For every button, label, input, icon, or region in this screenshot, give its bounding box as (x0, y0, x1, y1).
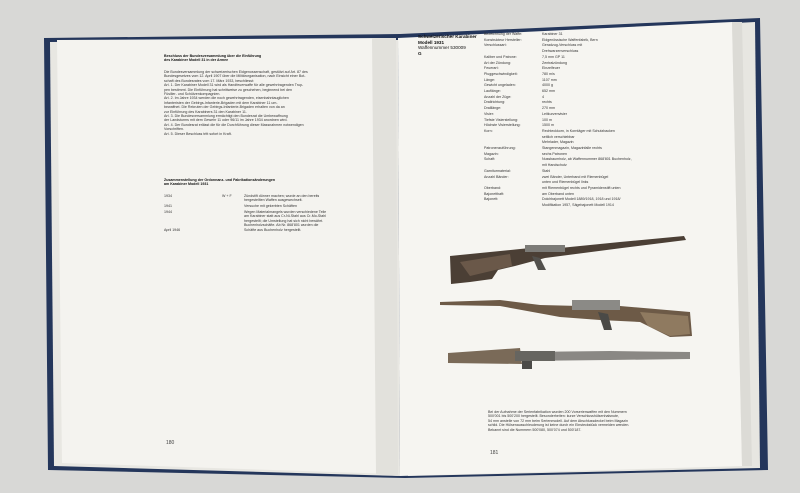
spec-value: 4 (542, 94, 544, 99)
spec-value: Zentralzündung (542, 60, 567, 65)
title-line: Waffennummer 530009 (418, 45, 466, 51)
table-text-line: hergestellt; die Umstellung hat sich nicht bewährt. (244, 218, 324, 223)
caption-line: Bekannt sind die Nummern 500'080, 500'074 und 500'187. (488, 427, 582, 432)
body-line: pen bestimmt. Die Einführung hat schrittweise zu geschehen, beginnend bei den (164, 87, 293, 92)
spec-label: Kaliber und Patrone: (484, 54, 517, 59)
table-row: April 1946 (164, 228, 181, 232)
spec-label: Tiefste Visierstellung: (484, 117, 518, 122)
table-text-line: am Karabiner statt aus Cr-Ni-Stahl aus Cr-Mo-Stahl (244, 214, 327, 219)
spec-value: am Oberband unten (542, 191, 574, 196)
body-line: Vorschriften. (164, 127, 184, 132)
spec-value: 780 m/s (542, 71, 555, 76)
body-line: Infanteristen der Gebirgs-Infanterie-Brigaden mit dem Karabiner 11 um- (164, 100, 278, 105)
spec-value: Leitkurvenvisier (542, 111, 567, 116)
spec-value: Modifikation 1957, Sägebajonett Modell 1914 (542, 203, 614, 208)
spec-value: Mehrlader, Magazin (542, 140, 574, 145)
table-row: 1944 (164, 210, 172, 214)
body-line: Füsilier- und Schützenkompagnien. (164, 92, 221, 97)
table-text-line: Zündstift dünner machen; wurde an den bereits (244, 194, 320, 198)
spec-label: Bezeichnung der Waffe: (484, 32, 523, 36)
spec-label: Anzahl der Züge: (484, 94, 512, 99)
body-line: Art. 5. Dieser Beschluss tritt sofort in Kraft. (164, 131, 232, 136)
spec-value: rechts (542, 100, 552, 105)
body-line: schaft des Bundesrates vom 17. März 1933, beschliesst: (164, 78, 255, 83)
spec-value: Stangenmagazin, Magazinfalle rechts (542, 146, 602, 151)
spec-value: Einzelfeuer (542, 66, 560, 71)
left-heading-line: Beschluss der Bundesversammlung über die Einführung (164, 54, 262, 58)
caption-line: 500'001 bis 500'200 hergestellt. Besonderheiten: kurze Verschlusshülsenhalsnute, (488, 414, 620, 419)
left-heading2-line: Zusammenstellung der Ordonnanz- und Fabrikationsänderungen (164, 178, 276, 182)
spec-label: Bajonett: (484, 197, 499, 202)
spec-label: Schaft: (484, 157, 496, 162)
spec-label: Höchste Visierstellung: (484, 123, 521, 128)
spec-value: Geradzug-Verschluss mit (542, 43, 583, 48)
left-heading-line: des Karabiner Modell 31 in der Armee (164, 58, 229, 63)
title-line: G (418, 50, 422, 56)
title-line: Modell 1931 (418, 39, 445, 45)
spec-value: Stahl (542, 168, 551, 173)
spec-value: sechs Patronen (542, 151, 567, 156)
body-line: zur Einführung des Karabiners 31 den Karabiner 11. (164, 109, 247, 114)
spec-label: Bajonetthaft: (484, 191, 505, 196)
table-text-line: Buchenholzschäfte. Ab Nr. 868'801 wurden die (244, 223, 319, 228)
spec-label: Länge: (484, 77, 495, 82)
spec-label: Art der Zündung: (484, 60, 511, 65)
spec-label: Lauflänge: (484, 89, 501, 94)
table-text-line: hergestellten Waffen ausgewechselt. (244, 198, 303, 203)
spec-label: Oberband: (484, 185, 501, 190)
spec-value: 100 m (542, 117, 552, 122)
spec-value: Karabiner 31 (542, 32, 563, 36)
caption (488, 410, 629, 432)
spec-value: mit Handschutz (542, 163, 567, 168)
table-row: 1934 (164, 194, 172, 198)
spec-label: Gewicht ungeladen: (484, 83, 516, 88)
caption-line: Bei der Aufnahme der Serienfabrikation wurden 200 Vorserienwaffen mit den Nummern (488, 410, 627, 414)
spec-label: Pluggeschwindigkeit: (484, 71, 518, 76)
spec-value: Rechteckkorn, in Korntäger mit Schutzbacken (542, 128, 615, 133)
spec-label: Magazin: (484, 151, 499, 156)
spec-label: Drallrichtung: (484, 100, 506, 105)
body-line: Art. 2. Im Jahre 1934 werden die noch gewehrtragenden, eisenbahntauglichen (164, 96, 289, 101)
spec-value: Drehwarzenverschluss (542, 49, 579, 54)
left-page-number: 180 (166, 440, 175, 446)
table-code: W + F (222, 194, 232, 198)
body-line: bewaffnet. Die Rekruten der Gebirgs-Infanterie-Brigaden erhalten von da an (164, 105, 285, 110)
spec-label: Dralllänge: (484, 106, 502, 111)
spec-value: unten und Riemenbügel links (542, 180, 589, 185)
body-line: Art. 1. Der Karabiner Modell 31 wird als Handfeuerwaffe für alle gewehrtragenden Trup- (164, 83, 304, 88)
spec-label: Konstrukteur Hersteller: (484, 37, 522, 42)
caption-line: schild. Die Hülsenausschleuderung ist keine durch ein Einsteckstück vermeiden wenden. (488, 423, 630, 428)
spec-value: seitlich verschiebbar (542, 134, 575, 139)
spec-value: Dolchbajonett Modell 1889/1918, 1918 und 1918/ (542, 197, 621, 202)
spec-value: zwei Bänder, Unterband mit Riemenbügel (542, 174, 609, 179)
table-row: 1941 (164, 204, 172, 208)
body-line: Die Bundesversammlung der schweizerischen Eidgenossenschaft, gestützt auf Art. 87 des (164, 70, 308, 74)
spec-label: Anzahl Bänder: (484, 174, 509, 179)
spec-value: 1107 mm (542, 77, 557, 82)
spec-label: Feuerart: (484, 66, 499, 71)
spec-value: Eidgenössische Waffenfabrik, Bern (542, 37, 598, 42)
spec-value: 7,5 mm GP 11 (542, 54, 565, 59)
body-line: Bundesgesetzes vom 12. April 1907 über die Militärorganisation, nach Einsicht einer Bot- (164, 74, 306, 79)
left-heading2-line: am Karabiner Modell 1931 (164, 182, 209, 187)
spec-label: Patronenzuführung: (484, 146, 516, 151)
table-text-line: Schäfte aus Buchenholz hergestellt. (244, 228, 302, 232)
body-line: Art. 4. Der Bundesrat erlässt die für die Durchführung dieser Massnahmen notwendigen (164, 122, 304, 127)
spec-value: Nussbaumholz, ab Waffennummer 868'801 Buchenholz, (542, 157, 632, 162)
spec-label: Korn: (484, 128, 493, 133)
spec-value: 652 mm (542, 89, 555, 94)
title-line: Schweizerischer Karabiner (418, 34, 477, 39)
body-line: der Landsturms mit dem Gewehr 11 oder 96/11 im Jahre 1934 anordnen wird. (164, 118, 288, 123)
caption-line: 54 mm anstelle von 72 mm beim Serienmodell. Auf dem Abschlussdeckel beim Magazin (488, 418, 629, 423)
table-text-line: Wegen Materialmangels wurden verschiedene Teile (244, 210, 327, 214)
spec-value: 1500 m (542, 123, 554, 128)
body-line: Art. 3. Die Bundesversammlung ermächtigt den Bundesrat die Umbewaffnung (164, 114, 288, 119)
right-page-number: 181 (490, 450, 499, 456)
spec-value: mit Riemenbügel rechts und Pyramidenstift unten (542, 185, 621, 190)
table-text-line: Versuche mit gekerbten Schäften (244, 204, 297, 208)
spec-label: Garniturmaterial: (484, 168, 511, 173)
spec-value: 4000 g (542, 83, 553, 88)
spec-value: 270 mm (542, 106, 555, 111)
spec-label: Verschlussart: (484, 43, 507, 48)
spec-label: Visier: (484, 111, 494, 116)
